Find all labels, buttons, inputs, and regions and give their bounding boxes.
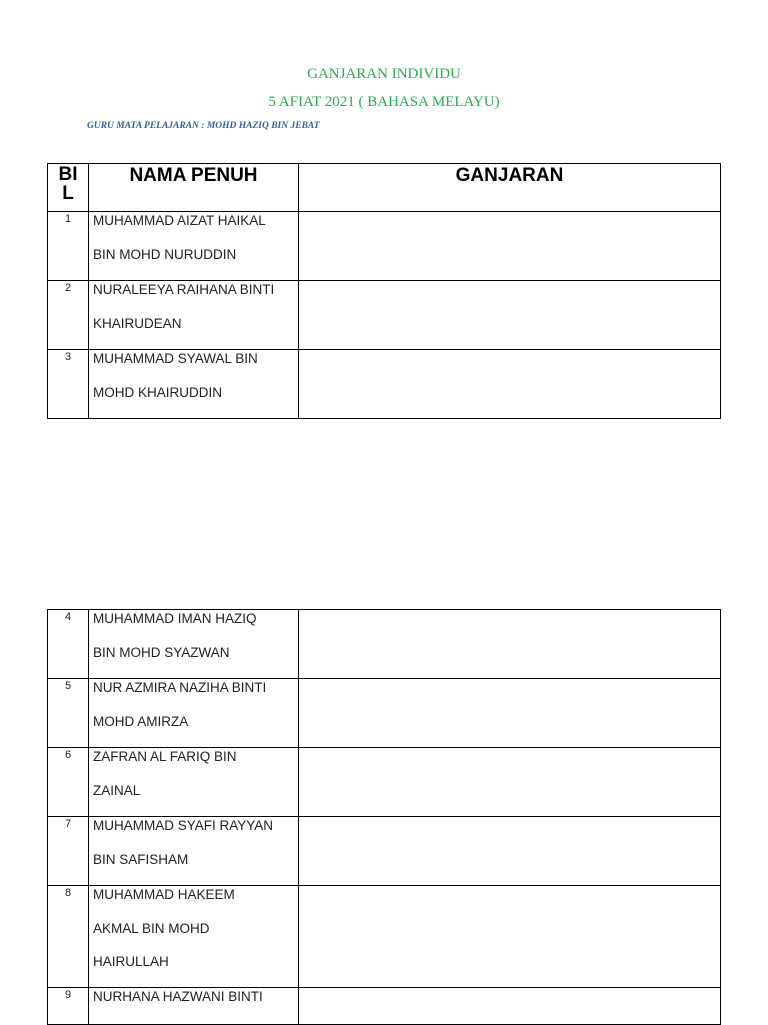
reward-table-page1 xyxy=(47,163,721,419)
table-row xyxy=(48,817,721,886)
student-name-line: MUHAMMAD SYAFI RAYYAN xyxy=(93,818,274,833)
student-name-cell xyxy=(89,350,299,419)
table-row xyxy=(48,281,721,350)
table-row xyxy=(48,988,721,1025)
teacher-label: GURU MATA PELAJARAN : MOHD HAZIQ BIN JEBAT xyxy=(87,121,320,131)
row-number: 9 xyxy=(48,988,89,1025)
student-name-line: MOHD KHAIRUDDIN xyxy=(93,384,223,400)
student-name-line: MOHD AMIRZA xyxy=(93,713,189,729)
class-subtitle: 5 AFIAT 2021 ( BAHASA MELAYU) xyxy=(268,94,500,110)
row-number: 2 xyxy=(48,281,89,350)
table-row xyxy=(48,886,721,988)
student-name-cell xyxy=(89,610,299,679)
table-row xyxy=(48,212,721,281)
student-name-cell xyxy=(89,817,299,886)
table-row xyxy=(48,350,721,419)
reward-cell[interactable] xyxy=(299,212,721,281)
student-name-cell xyxy=(89,886,299,988)
student-name-cell xyxy=(89,748,299,817)
student-name-line: NURALEEYA RAIHANA BINTI xyxy=(93,282,275,297)
student-name-line: MUHAMMAD AIZAT HAIKAL xyxy=(93,213,266,228)
reward-cell[interactable] xyxy=(299,679,721,748)
student-name-line: BIN MOHD SYAZWAN xyxy=(93,644,230,660)
column-header-reward: GANJARAN xyxy=(299,164,721,212)
row-number: 4 xyxy=(48,610,89,679)
student-name-line: BIN SAFISHAM xyxy=(93,851,189,867)
table-row xyxy=(48,610,721,679)
student-name-line: HAIRULLAH xyxy=(93,954,169,969)
reward-cell[interactable] xyxy=(299,886,721,988)
student-name-line: MUHAMMAD IMAN HAZIQ xyxy=(93,611,257,626)
column-header-name: NAMA PENUH xyxy=(89,164,299,212)
reward-table-page2 xyxy=(47,609,721,1025)
student-name-line: MUHAMMAD SYAWAL BIN xyxy=(93,351,258,366)
student-name-line: BIN MOHD NURUDDIN xyxy=(93,246,237,262)
student-name-line: ZAINAL xyxy=(93,782,141,798)
student-name-cell xyxy=(89,212,299,281)
student-name-cell xyxy=(89,281,299,350)
student-name-line: MUHAMMAD HAKEEM xyxy=(93,887,235,902)
student-name-line: NURHANA HAZWANI BINTI xyxy=(93,989,263,1004)
row-number: 1 xyxy=(48,212,89,281)
reward-cell[interactable] xyxy=(299,817,721,886)
reward-cell[interactable] xyxy=(299,281,721,350)
table-row xyxy=(48,748,721,817)
student-name-cell xyxy=(89,988,299,1025)
table-body-1 xyxy=(48,212,721,419)
student-name-line: KHAIRUDEAN xyxy=(93,315,182,331)
table-row xyxy=(48,679,721,748)
row-number: 6 xyxy=(48,748,89,817)
document-title: GANJARAN INDIVIDU xyxy=(307,66,461,82)
reward-cell[interactable] xyxy=(299,610,721,679)
reward-cell[interactable] xyxy=(299,748,721,817)
student-name-line: NUR AZMIRA NAZIHA BINTI xyxy=(93,680,267,695)
row-number: 8 xyxy=(48,886,89,988)
reward-cell[interactable] xyxy=(299,350,721,419)
reward-cell[interactable] xyxy=(299,988,721,1025)
column-header-bil-part: BI xyxy=(58,164,78,185)
student-name-cell xyxy=(89,679,299,748)
row-number: 7 xyxy=(48,817,89,886)
column-header-bil xyxy=(48,164,89,212)
student-name-line: AKMAL BIN MOHD xyxy=(93,920,210,936)
column-header-bil-part: L xyxy=(62,183,74,204)
table-body-2 xyxy=(48,610,721,1025)
student-name-line: ZAFRAN AL FARIQ BIN xyxy=(93,749,237,764)
row-number: 3 xyxy=(48,350,89,419)
row-number: 5 xyxy=(48,679,89,748)
